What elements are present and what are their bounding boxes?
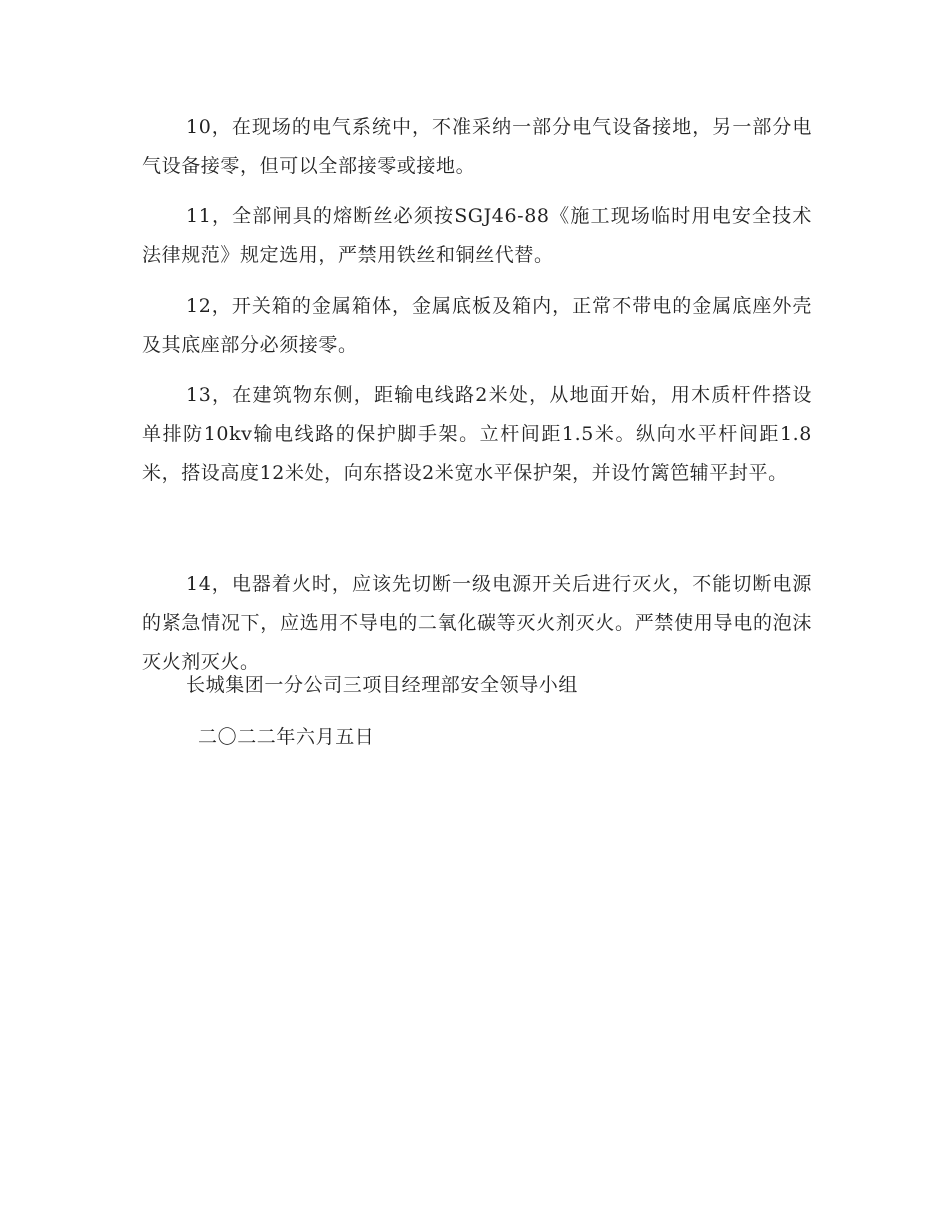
paragraph-item-12: 12，开关箱的金属箱体，金属底板及箱内，正常不带电的金属底座外壳及其底座部分必须接零。	[142, 295, 812, 356]
paragraph-item-14: 14，电器着火时，应该先切断一级电源开关后进行灭火，不能切断电源的紧急情况下，应选用不导电的二氧化碳等灭火剂灭火。严禁使用导电的泡沫灭火剂灭火。	[142, 573, 812, 673]
paragraph-item-13: 13，在建筑物东侧，距输电线路2米处，从地面开始，用木质杆件搭设单排防10kv输电线路的保护脚手架。立杆间距1.5米。纵向水平杆间距1.8米，搭设高度12米处，向东搭设2米宽水平保护架，并设竹篱笆辅平封平。	[142, 384, 812, 484]
signature-date: 二〇二二年六月五日	[198, 726, 375, 748]
paragraph-item-10: 10，在现场的电气系统中，不准采纳一部分电气设备接地，另一部分电气设备接零，但可以全部接零或接地。	[142, 116, 812, 177]
signature-organization: 长城集团一分公司三项目经理部安全领导小组	[186, 674, 579, 696]
paragraph-item-11: 11，全部闸具的熔断丝必须按SGJ46-88《施工现场临时用电安全技术法律规范》规定选用，严禁用铁丝和铜丝代替。	[142, 205, 812, 266]
